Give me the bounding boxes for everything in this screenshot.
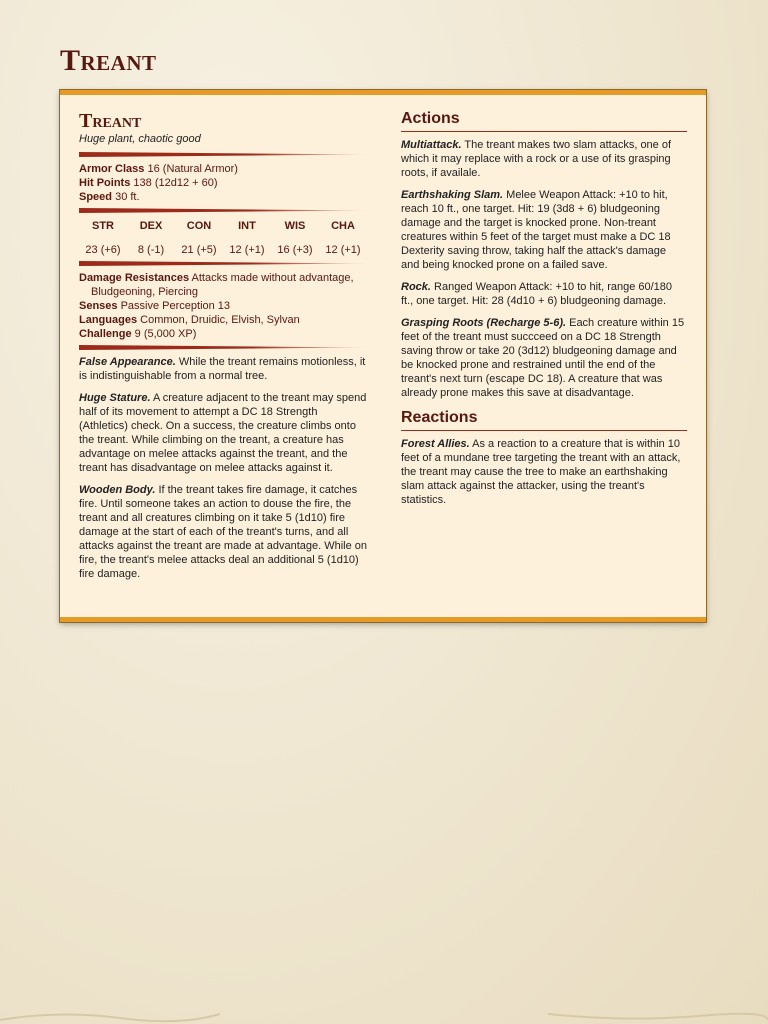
action-name: Grasping Roots (Recharge 5-6). — [401, 317, 567, 329]
action-name: Multiattack. — [401, 139, 462, 151]
footer-flourish-left-icon — [0, 1000, 220, 1024]
trait-huge-stature — [79, 391, 367, 475]
speed-line — [79, 190, 367, 204]
ability-scores — [79, 219, 367, 257]
stat-block-left-column — [79, 109, 367, 589]
monster-name: Treant — [79, 110, 142, 132]
action-text: Ranged Weapon Attack: +10 to hit, range 60/180 ft., one target. Hit: 28 (4d10 + 6) bludgeoning damage. — [401, 281, 673, 307]
action-text: Each creature within 15 feet of the treant must succceed on a DC 18 Strength saving throw or take 20 (3d12) bludgeoning damage and be knocked prone and restrained until the end of the treant's next turn (escape DC 18). A creature that was already prone makes this save at disadvantage. — [401, 317, 685, 399]
armor-class-value: 16 (Natural Armor) — [147, 163, 238, 175]
reactions-heading: Reactions — [401, 408, 687, 431]
ability-score: 12 (+1) — [229, 244, 265, 256]
action-text: The treant makes two slam attacks, one of which it may replace with a rock or a use of its grasping roots, if availale. — [401, 139, 672, 179]
speed-label: Speed — [79, 191, 113, 203]
reaction-forest-allies — [401, 437, 687, 507]
senses-label: Senses — [79, 300, 118, 312]
ability-score: 21 (+5) — [181, 244, 217, 256]
ability-name: INT — [238, 220, 256, 232]
damage-resistances-line — [79, 271, 367, 299]
trait-text: A creature adjacent to the treant may spend half of its movement to attempt a DC 18 Strength (Athletics) check. On a success, the creature climbs onto the treant. While climbing on the treant, a creature has advantage on melee attacks against the treant, and the treant has disadvantage on melee attacks against it. — [79, 392, 367, 474]
languages-label: Languages — [79, 314, 138, 326]
ability-name: DEX — [139, 220, 163, 232]
action-grasping-roots — [401, 316, 687, 400]
senses-value: Passive Perception 13 — [120, 300, 231, 312]
ability-name: STR — [92, 220, 114, 232]
ability-name: CON — [186, 220, 212, 232]
speed-value: 30 ft. — [115, 191, 140, 203]
armor-class-line — [79, 162, 367, 176]
challenge-label: Challenge — [79, 328, 132, 340]
ability-score: 8 (-1) — [137, 244, 165, 256]
trait-name: Huge Stature. — [79, 392, 151, 404]
ability-name: CHA — [331, 220, 355, 232]
trait-name: False Appearance. — [79, 356, 176, 368]
divider — [79, 345, 367, 350]
hit-points-label: Hit Points — [79, 177, 131, 189]
ability-wis — [271, 219, 319, 257]
trait-text: If the treant takes fire damage, it catches fire. Until someone takes an action to douse the fire, the treant and all creatures climbing on it take 5 (1d10) fire damage at the start of each of the treant's turns, and all attacks against the treant are made at advantage. While on fire, the treant's melee attacks deal an additional 5 (1d10) fire damage. — [79, 484, 368, 580]
ability-int — [223, 219, 271, 257]
trait-wooden-body — [79, 483, 367, 581]
divider — [79, 208, 367, 213]
ability-dex — [127, 219, 175, 257]
ability-score: 16 (+3) — [277, 244, 313, 256]
senses-line — [79, 299, 367, 313]
hit-points-value: 138 (12d12 + 60) — [133, 177, 218, 189]
divider — [79, 261, 367, 266]
reaction-text: As a reaction to a creature that is within 10 feet of a mundane tree targeting the treant with an attack, the treant may cause the tree to make an earthshaking slam attack against the attacker, using the treant's statistics. — [401, 438, 681, 506]
action-earthshaking-slam — [401, 188, 687, 272]
ability-score: 23 (+6) — [85, 244, 121, 256]
reaction-name: Forest Allies. — [401, 438, 470, 450]
hit-points-line — [79, 176, 367, 190]
damage-resistances-label: Damage Resistances — [79, 272, 190, 284]
armor-class-label: Armor Class — [79, 163, 145, 175]
ability-con — [175, 219, 223, 257]
divider — [79, 152, 367, 157]
action-name: Earthshaking Slam. — [401, 189, 504, 201]
stat-block — [60, 90, 706, 622]
action-multiattack — [401, 138, 687, 180]
action-text: Melee Weapon Attack: +10 to hit, reach 10 ft., one target. Hit: 19 (3d8 + 6) bludgeoning damage and the target is knocked prone. Non-treant creatures within 5 feet of the target must make a DC 18 Dexterity saving throw, taking half the attack's damage and being knocked prone on a failed save. — [401, 189, 671, 271]
ability-name: WIS — [284, 220, 306, 232]
damage-resistances-value: Attacks made without advantage, — [191, 272, 354, 284]
monster-type: Huge plant, chaotic good — [79, 133, 201, 145]
actions-heading: Actions — [401, 109, 687, 132]
ability-score: 12 (+1) — [325, 244, 361, 256]
action-rock — [401, 280, 687, 308]
trait-name: Wooden Body. — [79, 484, 156, 496]
footer-flourish-right-icon — [548, 1000, 768, 1024]
damage-resistances-value-cont: Bludgeoning, Piercing — [91, 286, 199, 298]
languages-value: Common, Druidic, Elvish, Sylvan — [140, 314, 300, 326]
page-title: Treant — [60, 44, 157, 77]
ability-str — [79, 219, 127, 257]
trait-text: While the treant remains motionless, it is indistinguishable from a normal tree. — [79, 356, 366, 382]
challenge-value: 9 (5,000 XP) — [134, 328, 197, 340]
languages-line — [79, 313, 367, 327]
action-name: Rock. — [401, 281, 431, 293]
trait-false-appearance — [79, 355, 367, 383]
stat-block-right-column — [401, 109, 687, 515]
ability-cha — [319, 219, 367, 257]
challenge-line — [79, 327, 367, 341]
